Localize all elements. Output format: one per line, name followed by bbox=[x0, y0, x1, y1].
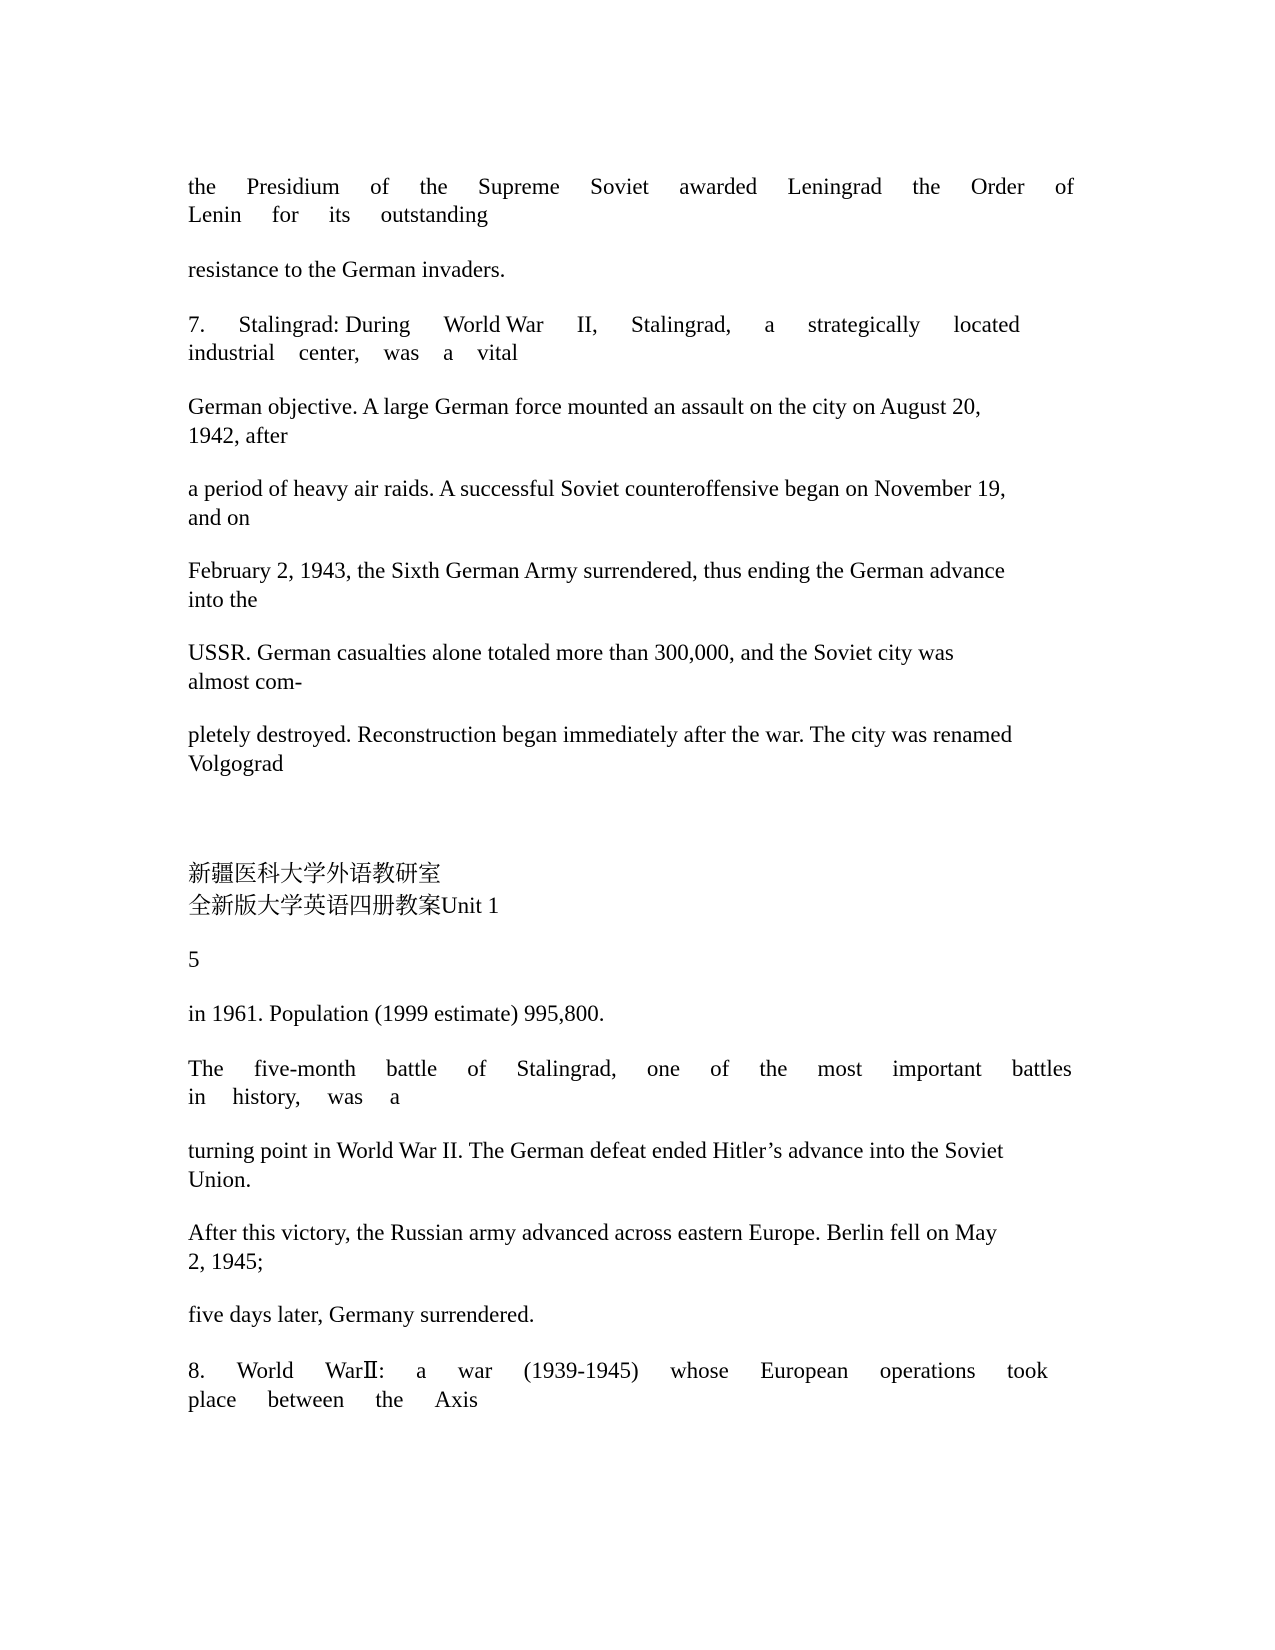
para-five-month-line-1 bbox=[188, 1054, 1072, 1083]
word: World bbox=[236, 1358, 294, 1383]
page-number: 5 bbox=[188, 947, 200, 972]
text-line: Volgograd bbox=[188, 751, 284, 776]
text-line: pletely destroyed. Reconstruction began immediately after the war. The city was renamed bbox=[188, 722, 1013, 747]
word: most bbox=[817, 1056, 863, 1081]
running-header bbox=[188, 858, 499, 922]
text-line: turning point in World War II. The German defeat ended Hitler’s advance into the Soviet bbox=[188, 1138, 1004, 1163]
word: Leningrad bbox=[787, 174, 883, 199]
text-line: Union. bbox=[188, 1167, 252, 1192]
word: the bbox=[375, 1387, 404, 1412]
para-leningrad-line-1 bbox=[188, 172, 1074, 201]
word: strategically bbox=[807, 312, 921, 337]
word: the bbox=[759, 1056, 788, 1081]
para-stalingrad-line-2 bbox=[188, 338, 518, 367]
word: battle bbox=[386, 1056, 438, 1081]
text-line: February 2, 1943, the Sixth German Army surrendered, thus ending the German advance bbox=[188, 558, 1005, 583]
word: Lenin bbox=[188, 202, 242, 227]
para-german-objective bbox=[188, 392, 981, 450]
word: war bbox=[457, 1358, 493, 1383]
para-surrender: five days later, Germany surrendered. bbox=[188, 1302, 535, 1327]
word: 7. bbox=[188, 312, 206, 337]
word: Order bbox=[970, 174, 1025, 199]
word: for bbox=[271, 202, 299, 227]
text-line: almost com- bbox=[188, 669, 303, 694]
para-resistance: resistance to the German invaders. bbox=[188, 257, 506, 282]
text-line: 2, 1945; bbox=[188, 1249, 264, 1274]
para-stalingrad-line-1 bbox=[188, 310, 1020, 339]
word: The bbox=[188, 1056, 224, 1081]
word: took bbox=[1007, 1358, 1048, 1383]
word: outstanding bbox=[380, 202, 488, 227]
word: Stalingrad, bbox=[630, 312, 732, 337]
word: of bbox=[1054, 174, 1074, 199]
para-leningrad-line-2 bbox=[188, 200, 488, 229]
word: one bbox=[646, 1056, 681, 1081]
para-world-war-ii-line-2 bbox=[188, 1385, 478, 1414]
word: its bbox=[328, 202, 351, 227]
text-line: a period of heavy air raids. A successful Soviet counteroffensive began on November 19, bbox=[188, 476, 1006, 501]
header-course-title: 全新版大学英语四册教案Unit 1 bbox=[188, 893, 500, 918]
text-line: 1942, after bbox=[188, 423, 288, 448]
word: a bbox=[443, 340, 454, 365]
text-line: into the bbox=[188, 587, 258, 612]
para-reconstruction bbox=[188, 720, 1012, 778]
word: was bbox=[383, 340, 420, 365]
para-population: in 1961. Population (1999 estimate) 995,800. bbox=[188, 1001, 605, 1026]
word: II, bbox=[576, 312, 598, 337]
text-line: German objective. A large German force mounted an assault on the city on August 20, bbox=[188, 394, 981, 419]
word: the bbox=[912, 174, 941, 199]
text-line: USSR. German casualties alone totaled more than 300,000, and the Soviet city was bbox=[188, 640, 954, 665]
word: Supreme bbox=[478, 174, 560, 199]
word: Presidium bbox=[246, 174, 340, 199]
word: a bbox=[416, 1358, 427, 1383]
word: of bbox=[710, 1056, 730, 1081]
word: the bbox=[188, 174, 217, 199]
word: European bbox=[760, 1358, 849, 1383]
word: industrial bbox=[188, 340, 275, 365]
word: whose bbox=[670, 1358, 729, 1383]
para-casualties bbox=[188, 638, 954, 696]
para-victory bbox=[188, 1218, 997, 1276]
word: WarⅡ: bbox=[324, 1358, 385, 1383]
para-turning-point bbox=[188, 1136, 1003, 1194]
word: Axis bbox=[434, 1387, 478, 1412]
word: a bbox=[764, 312, 775, 337]
word: located bbox=[953, 312, 1020, 337]
word: the bbox=[419, 174, 448, 199]
word: World War bbox=[443, 312, 544, 337]
para-air-raids bbox=[188, 474, 1006, 532]
word: was bbox=[327, 1084, 364, 1109]
word: vital bbox=[477, 340, 518, 365]
word: center, bbox=[298, 340, 360, 365]
word: awarded bbox=[679, 174, 758, 199]
para-world-war-ii-line-1 bbox=[188, 1356, 1048, 1385]
word: operations bbox=[879, 1358, 976, 1383]
word: between bbox=[267, 1387, 345, 1412]
word: a bbox=[389, 1084, 400, 1109]
word: of bbox=[467, 1056, 487, 1081]
word: history, bbox=[232, 1084, 301, 1109]
word: place bbox=[188, 1387, 237, 1412]
word: battles bbox=[1011, 1056, 1072, 1081]
word: important bbox=[892, 1056, 982, 1081]
header-department: 新疆医科大学外语教研室 bbox=[188, 861, 441, 886]
word: (1939-1945) bbox=[523, 1358, 639, 1383]
word: Stalingrad, bbox=[516, 1056, 617, 1081]
word: five-month bbox=[253, 1056, 357, 1081]
para-five-month-line-2 bbox=[188, 1082, 400, 1111]
word: Stalingrad: During bbox=[238, 312, 411, 337]
text-line: and on bbox=[188, 505, 250, 530]
word: of bbox=[370, 174, 390, 199]
word: in bbox=[188, 1084, 206, 1109]
para-sixth-army bbox=[188, 556, 1005, 614]
word: 8. bbox=[188, 1358, 206, 1383]
text-line: After this victory, the Russian army advanced across eastern Europe. Berlin fell on May bbox=[188, 1220, 998, 1245]
word: Soviet bbox=[590, 174, 649, 199]
